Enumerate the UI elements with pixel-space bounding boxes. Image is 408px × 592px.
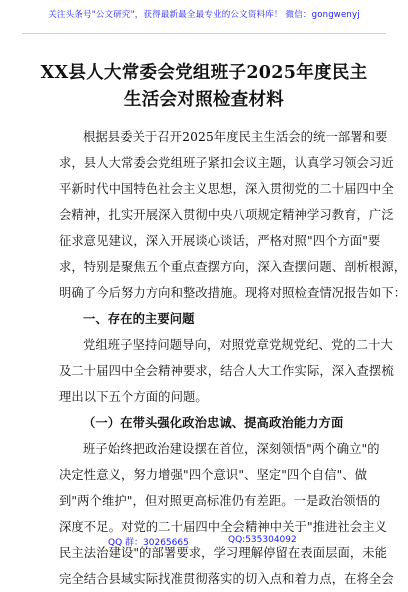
paragraph-line: 求，县人大常委会党组班子紧扣会议主题，认真学习领会习近 xyxy=(59,156,394,170)
header-divider xyxy=(22,33,386,34)
paragraph-line: 理出以下五个方面的问题。 xyxy=(59,390,208,404)
section-heading: 一、存在的主要问题 xyxy=(83,311,195,326)
paragraph-line: 完全结合县域实际找准贯彻落实的切入点和着力点，在将全会 xyxy=(59,572,394,586)
paragraph-line: 根据县委关于召开2025年度民主生活会的统一部署和要 xyxy=(83,130,388,144)
paragraph-line: 会精神，扎实开展深入贯彻中央八项规定精神学习教育，广泛 xyxy=(59,208,394,222)
document-title xyxy=(20,60,388,114)
paragraph-line: 党组班子坚持问题导向，对照党章党规党纪、党的二十大 xyxy=(83,338,393,352)
paragraph-line: 明确了今后努力方向和整改措施。现将对照检查情况报告如下： xyxy=(59,286,407,300)
paragraph-line: 及二十届四中全会精神要求，结合人大工作实际，深入查摆梳 xyxy=(59,364,394,378)
paragraph-line: 决定性意义，努力增强"四个意识"、坚定"四个自信"、做 xyxy=(59,468,368,482)
paragraph-line: 班子始终把政治建设摆在首位，深刻领悟"两个确立"的 xyxy=(83,442,380,456)
paragraph-line: 平新时代中国特色社会主义思想，深入贯彻党的二十届四中全 xyxy=(59,182,394,196)
title-line-1: XX县人大常委会党组班子2025年度民主 xyxy=(40,63,368,83)
header-notice: 关注头条号"公文研究"，获得最新最全最专业的公文资料库！ 微信：gongwenyj xyxy=(48,10,360,20)
subsection-heading: （一）在带头强化政治忠诚、提高政治能力方面 xyxy=(83,415,344,430)
paragraph-line: 求，特别是聚焦五个重点查摆方向，深入查摆问题、剖析根源， xyxy=(59,260,407,274)
title-line-2: 生活会对照检查材料 xyxy=(123,90,285,110)
paragraph-line: 征求意见建议，深入开展谈心谈话，严格对照"四个方面"要 xyxy=(59,234,381,248)
footer-contact xyxy=(0,535,408,549)
footer-qq-group: QQ 群：30265665 xyxy=(108,538,189,548)
paragraph-line: 到"两个维护"，但对照更高标准仍有差距。一是政治领悟的 xyxy=(59,494,381,508)
paragraph-line: 民主法治建设"的部署要求，学习理解停留在表面层面，未能 xyxy=(59,546,388,560)
paragraph-line: 深度不足。对党的二十届四中全会精神中关于"推进社会主义 xyxy=(59,520,388,534)
footer-qq-number: QQ:535304092 xyxy=(228,535,297,545)
